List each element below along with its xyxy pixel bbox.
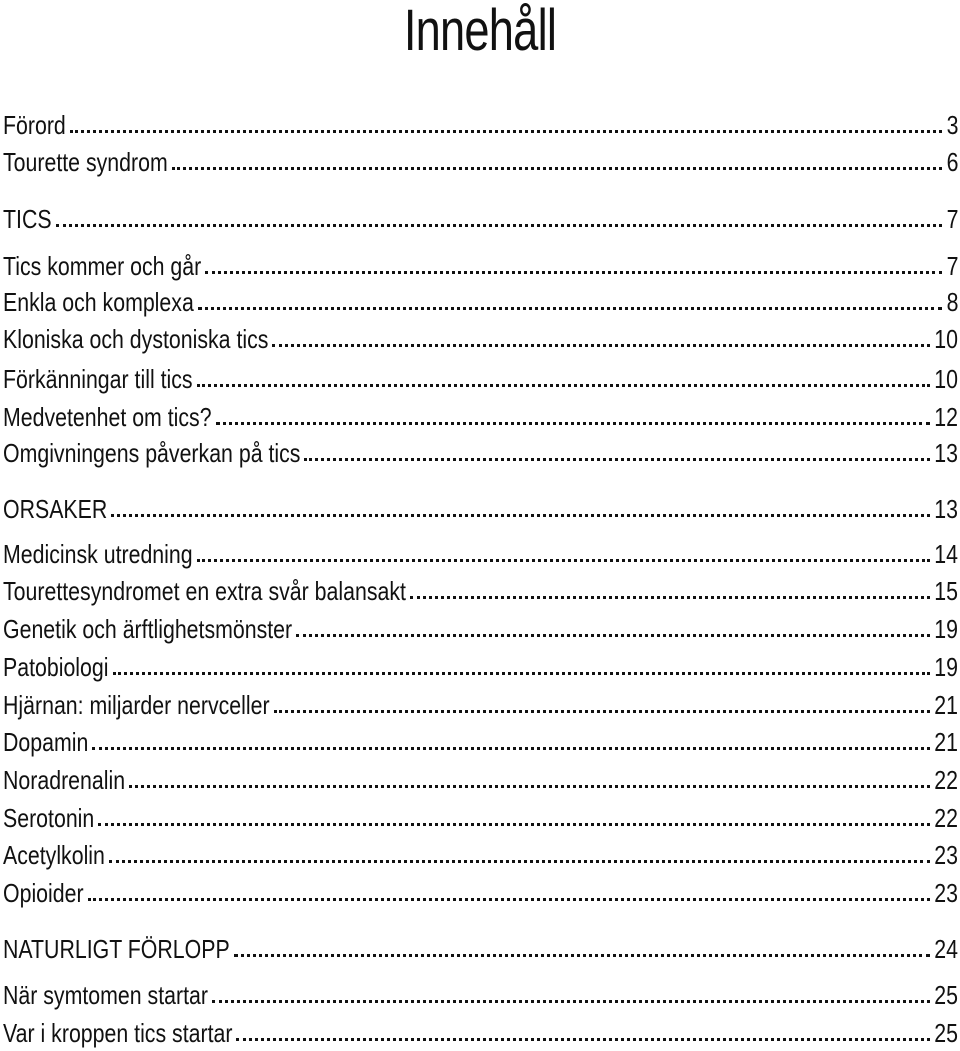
toc-leader-dots [70, 130, 942, 133]
toc-entry-label: Medicinsk utredning [3, 539, 193, 569]
toc-entry[interactable] [3, 930, 958, 964]
toc-entry-label: Dopamin [3, 727, 89, 757]
toc-leader-dots [109, 860, 930, 863]
toc-entry[interactable] [3, 320, 958, 354]
toc-entry-label: TICS [3, 204, 52, 234]
toc-entry-page-number: 3 [946, 110, 958, 140]
toc-entry-page-number: 6 [946, 147, 958, 177]
toc-entry-page-number: 10 [934, 324, 958, 354]
toc-leader-dots [296, 634, 930, 637]
toc-entry-page-number: 10 [934, 364, 958, 394]
toc-leader-dots [205, 271, 942, 274]
toc-entry[interactable] [3, 143, 958, 177]
toc-entry-page-number: 7 [946, 251, 958, 281]
toc-leader-dots [234, 954, 931, 957]
toc-leader-dots [197, 384, 931, 387]
toc-entry-label: Opioider [3, 878, 84, 908]
toc-entry[interactable] [3, 761, 958, 795]
toc-leader-dots [236, 1038, 930, 1041]
toc-leader-dots [172, 167, 942, 170]
toc-entry-page-number: 19 [934, 614, 958, 644]
toc-leader-dots [274, 710, 931, 713]
toc-entry-page-number: 13 [934, 494, 958, 524]
toc-leader-dots [129, 785, 930, 788]
toc-leader-dots [304, 458, 930, 461]
page-title: Innehåll [403, 0, 557, 63]
toc-entry[interactable] [3, 247, 958, 281]
toc-entry-label: Omgivningens påverkan på tics [3, 438, 301, 468]
toc-entry-label: Förord [3, 110, 66, 140]
toc-leader-dots [212, 1000, 930, 1003]
toc-entry[interactable] [3, 976, 958, 1010]
toc-entry-label: Förkänningar till tics [3, 364, 193, 394]
toc-entry[interactable] [3, 572, 958, 606]
toc-entry[interactable] [3, 434, 958, 468]
toc-entry-page-number: 22 [934, 765, 958, 795]
toc-entry-page-number: 13 [934, 438, 958, 468]
toc-entry[interactable] [3, 398, 958, 432]
toc-entry-label: ORSAKER [3, 494, 108, 524]
toc-entry-page-number: 12 [934, 402, 958, 432]
toc-entry[interactable] [3, 836, 958, 870]
toc-entry[interactable] [3, 1014, 958, 1048]
toc-entry-page-number: 24 [934, 934, 958, 964]
toc-entry-label: Medvetenhet om tics? [3, 402, 212, 432]
toc-entry-label: Tourette syndrom [3, 147, 168, 177]
toc-leader-dots [198, 307, 942, 310]
toc-entry-label: Noradrenalin [3, 765, 126, 795]
toc-entry-page-number: 7 [946, 204, 958, 234]
toc-entry-label: Enkla och komplexa [3, 287, 194, 317]
toc-entry[interactable] [3, 686, 958, 720]
toc-leader-dots [113, 672, 931, 675]
toc-entry[interactable] [3, 360, 958, 394]
toc-entry-label: Hjärnan: miljarder nervceller [3, 690, 270, 720]
toc-entry-label: När symtomen startar [3, 980, 208, 1010]
toc-leader-dots [92, 747, 930, 750]
toc-leader-dots [56, 224, 943, 227]
toc-entry-label: Var i kroppen tics startar [3, 1018, 233, 1048]
toc-leader-dots [111, 514, 930, 517]
toc-entry-label: NATURLIGT FÖRLOPP [3, 934, 230, 964]
toc-entry[interactable] [3, 723, 958, 757]
toc-leader-dots [216, 422, 931, 425]
toc-entry-page-number: 19 [934, 652, 958, 682]
toc-entry-label: Serotonin [3, 803, 95, 833]
toc-entry-page-number: 25 [934, 1018, 958, 1048]
toc-leader-dots [88, 898, 931, 901]
toc-leader-dots [272, 344, 930, 347]
toc-entry[interactable] [3, 106, 958, 140]
toc-entry[interactable] [3, 490, 958, 524]
toc-entry-label: Acetylkolin [3, 840, 105, 870]
toc-entry-label: Kloniska och dystoniska tics [3, 324, 269, 354]
toc-entry-page-number: 15 [934, 576, 958, 606]
toc-entry[interactable] [3, 200, 958, 234]
toc-entry[interactable] [3, 648, 958, 682]
toc-entry-label: Genetik och ärftlighetsmönster [3, 614, 293, 644]
toc-entry-label: Tourettesyndromet en extra svår balansakt [3, 576, 406, 606]
toc-entry-page-number: 23 [934, 878, 958, 908]
toc-entry[interactable] [3, 283, 958, 317]
toc-entry[interactable] [3, 799, 958, 833]
toc-leader-dots [197, 559, 931, 562]
toc-entry[interactable] [3, 535, 958, 569]
toc-entry-page-number: 21 [934, 690, 958, 720]
toc-entry-page-number: 21 [934, 727, 958, 757]
toc-leader-dots [410, 596, 930, 599]
toc-entry-label: Patobiologi [3, 652, 109, 682]
toc-entry-page-number: 23 [934, 840, 958, 870]
toc-entry-page-number: 14 [934, 539, 958, 569]
toc-entry-page-number: 25 [934, 980, 958, 1010]
toc-entry-page-number: 22 [934, 803, 958, 833]
toc-entry[interactable] [3, 610, 958, 644]
toc-entry-label: Tics kommer och går [3, 251, 202, 281]
toc-leader-dots [98, 823, 930, 826]
toc-entry[interactable] [3, 874, 958, 908]
toc-entry-page-number: 8 [946, 287, 958, 317]
